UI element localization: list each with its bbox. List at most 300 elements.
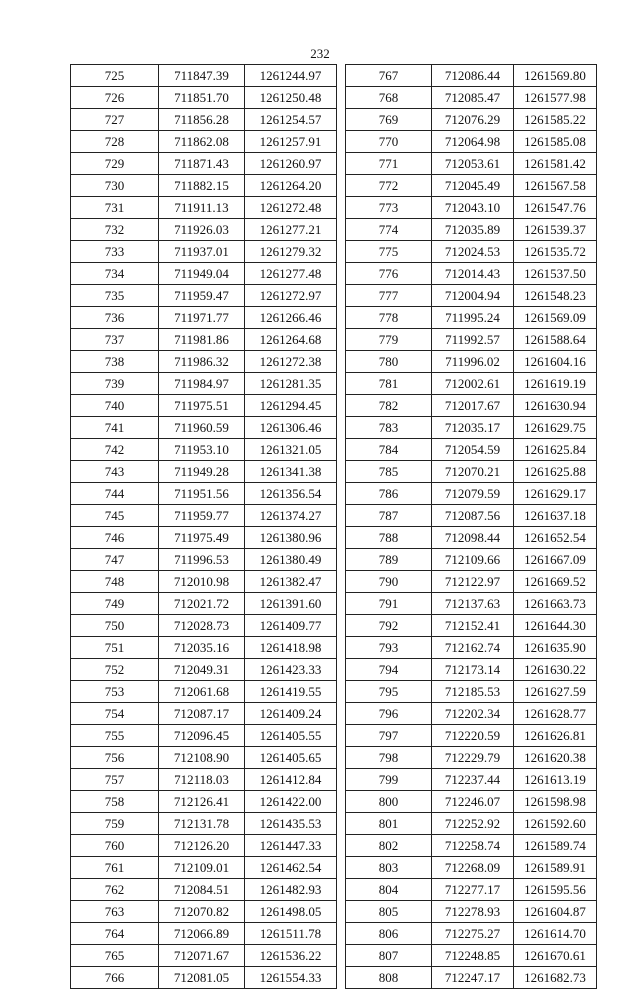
table-row [71,175,337,197]
x-coordinate-cell: 711981.86 [159,329,245,351]
table-row [71,219,337,241]
point-number-cell: 740 [71,395,159,417]
point-number-cell: 763 [71,901,159,923]
table-row [346,131,597,153]
table-row [71,813,337,835]
y-coordinate-cell: 1261244.97 [245,65,337,87]
point-number-cell: 741 [71,417,159,439]
y-coordinate-cell: 1261585.22 [514,109,597,131]
point-number-cell: 796 [346,703,432,725]
x-coordinate-cell: 712053.61 [432,153,514,175]
point-number-cell: 774 [346,219,432,241]
point-number-cell: 793 [346,637,432,659]
table-row [71,637,337,659]
point-number-cell: 760 [71,835,159,857]
y-coordinate-cell: 1261405.65 [245,747,337,769]
point-number-cell: 781 [346,373,432,395]
table-row [71,373,337,395]
table-row [346,417,597,439]
point-number-cell: 769 [346,109,432,131]
y-coordinate-cell: 1261536.22 [245,945,337,967]
x-coordinate-cell: 712070.21 [432,461,514,483]
point-number-cell: 771 [346,153,432,175]
y-coordinate-cell: 1261613.19 [514,769,597,791]
y-coordinate-cell: 1261272.97 [245,285,337,307]
x-coordinate-cell: 712131.78 [159,813,245,835]
y-coordinate-cell: 1261569.09 [514,307,597,329]
y-coordinate-cell: 1261341.38 [245,461,337,483]
y-coordinate-cell: 1261604.87 [514,901,597,923]
x-coordinate-cell: 712017.67 [432,395,514,417]
point-number-cell: 756 [71,747,159,769]
page-number: 232 [310,46,330,61]
x-coordinate-cell: 712268.09 [432,857,514,879]
x-coordinate-cell: 711847.39 [159,65,245,87]
point-number-cell: 767 [346,65,432,87]
point-number-cell: 772 [346,175,432,197]
point-number-cell: 794 [346,659,432,681]
y-coordinate-cell: 1261380.49 [245,549,337,571]
table-row [346,879,597,901]
table-row [71,527,337,549]
x-coordinate-cell: 712118.03 [159,769,245,791]
y-coordinate-cell: 1261405.55 [245,725,337,747]
point-number-cell: 782 [346,395,432,417]
table-row [346,175,597,197]
x-coordinate-cell: 712054.59 [432,439,514,461]
x-coordinate-cell: 712070.82 [159,901,245,923]
point-number-cell: 789 [346,549,432,571]
x-coordinate-cell: 712126.20 [159,835,245,857]
x-coordinate-cell: 712004.94 [432,285,514,307]
point-number-cell: 753 [71,681,159,703]
table-row [346,373,597,395]
table-row [346,659,597,681]
y-coordinate-cell: 1261380.96 [245,527,337,549]
table-row [71,87,337,109]
table-row [346,945,597,967]
x-coordinate-cell: 712079.59 [432,483,514,505]
y-coordinate-cell: 1261272.48 [245,197,337,219]
table-row [71,857,337,879]
table-row [71,967,337,989]
table-row [346,351,597,373]
point-number-cell: 725 [71,65,159,87]
table-row [346,219,597,241]
x-coordinate-cell: 712173.14 [432,659,514,681]
point-number-cell: 797 [346,725,432,747]
point-number-cell: 807 [346,945,432,967]
point-number-cell: 745 [71,505,159,527]
point-number-cell: 727 [71,109,159,131]
point-number-cell: 738 [71,351,159,373]
point-number-cell: 757 [71,769,159,791]
y-coordinate-cell: 1261382.47 [245,571,337,593]
table-row [71,769,337,791]
table-row [346,527,597,549]
table-row [346,703,597,725]
x-coordinate-cell: 712086.44 [432,65,514,87]
y-coordinate-cell: 1261581.42 [514,153,597,175]
point-number-cell: 737 [71,329,159,351]
point-number-cell: 806 [346,923,432,945]
x-coordinate-cell: 712035.16 [159,637,245,659]
coordinates-table-left [70,64,337,989]
x-coordinate-cell: 711949.28 [159,461,245,483]
table-row [71,505,337,527]
table-row [71,439,337,461]
y-coordinate-cell: 1261589.91 [514,857,597,879]
point-number-cell: 746 [71,527,159,549]
point-number-cell: 795 [346,681,432,703]
y-coordinate-cell: 1261592.60 [514,813,597,835]
point-number-cell: 764 [71,923,159,945]
x-coordinate-cell: 712237.44 [432,769,514,791]
x-coordinate-cell: 712246.07 [432,791,514,813]
x-coordinate-cell: 712247.17 [432,967,514,989]
point-number-cell: 732 [71,219,159,241]
table-row [346,505,597,527]
x-coordinate-cell: 712064.98 [432,131,514,153]
x-coordinate-cell: 711996.53 [159,549,245,571]
y-coordinate-cell: 1261409.77 [245,615,337,637]
point-number-cell: 777 [346,285,432,307]
y-coordinate-cell: 1261628.77 [514,703,597,725]
x-coordinate-cell: 712028.73 [159,615,245,637]
y-coordinate-cell: 1261588.64 [514,329,597,351]
y-coordinate-cell: 1261391.60 [245,593,337,615]
y-coordinate-cell: 1261595.56 [514,879,597,901]
y-coordinate-cell: 1261537.50 [514,263,597,285]
point-number-cell: 759 [71,813,159,835]
point-number-cell: 785 [346,461,432,483]
table-row [346,549,597,571]
table-row [71,791,337,813]
x-coordinate-cell: 711996.02 [432,351,514,373]
x-coordinate-cell: 711960.59 [159,417,245,439]
point-number-cell: 735 [71,285,159,307]
table-row [346,835,597,857]
x-coordinate-cell: 712035.17 [432,417,514,439]
x-coordinate-cell: 712081.05 [159,967,245,989]
table-row [346,241,597,263]
x-coordinate-cell: 712152.41 [432,615,514,637]
table-row [71,307,337,329]
y-coordinate-cell: 1261589.74 [514,835,597,857]
point-number-cell: 766 [71,967,159,989]
y-coordinate-cell: 1261418.98 [245,637,337,659]
point-number-cell: 775 [346,241,432,263]
table-row [346,681,597,703]
x-coordinate-cell: 711949.04 [159,263,245,285]
table-row [71,835,337,857]
point-number-cell: 736 [71,307,159,329]
x-coordinate-cell: 712010.98 [159,571,245,593]
point-number-cell: 747 [71,549,159,571]
y-coordinate-cell: 1261670.61 [514,945,597,967]
table-row [71,329,337,351]
x-coordinate-cell: 712035.89 [432,219,514,241]
x-coordinate-cell: 711951.56 [159,483,245,505]
point-number-cell: 780 [346,351,432,373]
y-coordinate-cell: 1261637.18 [514,505,597,527]
table-row [346,923,597,945]
table-row [71,923,337,945]
x-coordinate-cell: 711862.08 [159,131,245,153]
point-number-cell: 739 [71,373,159,395]
y-coordinate-cell: 1261627.59 [514,681,597,703]
point-number-cell: 751 [71,637,159,659]
y-coordinate-cell: 1261604.16 [514,351,597,373]
table-row [71,241,337,263]
table-row [346,285,597,307]
table-row [346,857,597,879]
y-coordinate-cell: 1261585.08 [514,131,597,153]
point-number-cell: 802 [346,835,432,857]
x-coordinate-cell: 712229.79 [432,747,514,769]
y-coordinate-cell: 1261257.91 [245,131,337,153]
point-number-cell: 773 [346,197,432,219]
x-coordinate-cell: 711995.24 [432,307,514,329]
point-number-cell: 788 [346,527,432,549]
point-number-cell: 798 [346,747,432,769]
point-number-cell: 792 [346,615,432,637]
point-number-cell: 730 [71,175,159,197]
x-coordinate-cell: 712076.29 [432,109,514,131]
point-number-cell: 749 [71,593,159,615]
x-coordinate-cell: 712126.41 [159,791,245,813]
point-number-cell: 776 [346,263,432,285]
table-row [346,967,597,989]
x-coordinate-cell: 712252.92 [432,813,514,835]
table-row [346,791,597,813]
point-number-cell: 734 [71,263,159,285]
x-coordinate-cell: 712275.27 [432,923,514,945]
y-coordinate-cell: 1261272.38 [245,351,337,373]
y-coordinate-cell: 1261629.75 [514,417,597,439]
y-coordinate-cell: 1261356.54 [245,483,337,505]
point-number-cell: 778 [346,307,432,329]
point-number-cell: 805 [346,901,432,923]
table-row [71,747,337,769]
x-coordinate-cell: 711975.49 [159,527,245,549]
point-number-cell: 726 [71,87,159,109]
table-row [71,263,337,285]
x-coordinate-cell: 711984.97 [159,373,245,395]
x-coordinate-cell: 711959.77 [159,505,245,527]
x-coordinate-cell: 712248.85 [432,945,514,967]
table-row [71,945,337,967]
point-number-cell: 787 [346,505,432,527]
point-number-cell: 731 [71,197,159,219]
x-coordinate-cell: 712109.01 [159,857,245,879]
x-coordinate-cell: 712024.53 [432,241,514,263]
table-row [346,65,597,87]
table-row [346,109,597,131]
y-coordinate-cell: 1261567.58 [514,175,597,197]
y-coordinate-cell: 1261535.72 [514,241,597,263]
x-coordinate-cell: 711882.15 [159,175,245,197]
point-number-cell: 784 [346,439,432,461]
y-coordinate-cell: 1261462.54 [245,857,337,879]
point-number-cell: 762 [71,879,159,901]
table-row [71,681,337,703]
y-coordinate-cell: 1261422.00 [245,791,337,813]
y-coordinate-cell: 1261277.21 [245,219,337,241]
point-number-cell: 728 [71,131,159,153]
table-row [71,725,337,747]
table-row [346,439,597,461]
point-number-cell: 761 [71,857,159,879]
x-coordinate-cell: 712137.63 [432,593,514,615]
table-row [346,593,597,615]
table-row [71,351,337,373]
x-coordinate-cell: 712066.89 [159,923,245,945]
table-row [71,879,337,901]
table-row [346,153,597,175]
table-row [71,109,337,131]
point-number-cell: 786 [346,483,432,505]
y-coordinate-cell: 1261625.88 [514,461,597,483]
table-row [346,461,597,483]
x-coordinate-cell: 712014.43 [432,263,514,285]
x-coordinate-cell: 711986.32 [159,351,245,373]
table-row [346,769,597,791]
point-number-cell: 752 [71,659,159,681]
table-row [346,747,597,769]
table-row [346,307,597,329]
point-number-cell: 804 [346,879,432,901]
x-coordinate-cell: 711911.13 [159,197,245,219]
x-coordinate-cell: 712045.49 [432,175,514,197]
x-coordinate-cell: 712278.93 [432,901,514,923]
y-coordinate-cell: 1261482.93 [245,879,337,901]
y-coordinate-cell: 1261548.23 [514,285,597,307]
table-row [346,725,597,747]
x-coordinate-cell: 712122.97 [432,571,514,593]
table-row [71,615,337,637]
y-coordinate-cell: 1261264.68 [245,329,337,351]
table-row [346,813,597,835]
y-coordinate-cell: 1261625.84 [514,439,597,461]
point-number-cell: 733 [71,241,159,263]
point-number-cell: 755 [71,725,159,747]
point-number-cell: 765 [71,945,159,967]
y-coordinate-cell: 1261498.05 [245,901,337,923]
table-row [346,571,597,593]
point-number-cell: 801 [346,813,432,835]
y-coordinate-cell: 1261321.05 [245,439,337,461]
x-coordinate-cell: 712185.53 [432,681,514,703]
y-coordinate-cell: 1261644.30 [514,615,597,637]
x-coordinate-cell: 712258.74 [432,835,514,857]
y-coordinate-cell: 1261630.94 [514,395,597,417]
x-coordinate-cell: 712162.74 [432,637,514,659]
y-coordinate-cell: 1261635.90 [514,637,597,659]
x-coordinate-cell: 712071.67 [159,945,245,967]
y-coordinate-cell: 1261264.20 [245,175,337,197]
y-coordinate-cell: 1261423.33 [245,659,337,681]
y-coordinate-cell: 1261539.37 [514,219,597,241]
y-coordinate-cell: 1261409.24 [245,703,337,725]
y-coordinate-cell: 1261279.32 [245,241,337,263]
table-row [346,263,597,285]
y-coordinate-cell: 1261281.35 [245,373,337,395]
table-row [346,197,597,219]
x-coordinate-cell: 712096.45 [159,725,245,747]
y-coordinate-cell: 1261626.81 [514,725,597,747]
y-coordinate-cell: 1261547.76 [514,197,597,219]
table-row [71,659,337,681]
table-row [346,901,597,923]
table-row [346,483,597,505]
y-coordinate-cell: 1261260.97 [245,153,337,175]
table-row [346,87,597,109]
table-row [71,571,337,593]
point-number-cell: 800 [346,791,432,813]
point-number-cell: 748 [71,571,159,593]
point-number-cell: 758 [71,791,159,813]
y-coordinate-cell: 1261266.46 [245,307,337,329]
x-coordinate-cell: 712108.90 [159,747,245,769]
y-coordinate-cell: 1261629.17 [514,483,597,505]
coordinates-table-left-body [71,65,337,989]
point-number-cell: 729 [71,153,159,175]
table-row [71,153,337,175]
y-coordinate-cell: 1261419.55 [245,681,337,703]
table-row [71,65,337,87]
y-coordinate-cell: 1261663.73 [514,593,597,615]
x-coordinate-cell: 712087.17 [159,703,245,725]
table-row [71,703,337,725]
y-coordinate-cell: 1261435.53 [245,813,337,835]
x-coordinate-cell: 711871.43 [159,153,245,175]
x-coordinate-cell: 712049.31 [159,659,245,681]
point-number-cell: 743 [71,461,159,483]
table-row [71,549,337,571]
point-number-cell: 742 [71,439,159,461]
table-row [71,901,337,923]
x-coordinate-cell: 711992.57 [432,329,514,351]
table-row [71,285,337,307]
table-row [346,637,597,659]
y-coordinate-cell: 1261277.48 [245,263,337,285]
x-coordinate-cell: 711926.03 [159,219,245,241]
y-coordinate-cell: 1261412.84 [245,769,337,791]
table-row [71,131,337,153]
coordinates-table-right-body [346,65,597,989]
table-row [346,329,597,351]
point-number-cell: 790 [346,571,432,593]
point-number-cell: 754 [71,703,159,725]
x-coordinate-cell: 711856.28 [159,109,245,131]
y-coordinate-cell: 1261620.38 [514,747,597,769]
point-number-cell: 803 [346,857,432,879]
x-coordinate-cell: 711959.47 [159,285,245,307]
coordinates-table-right [345,64,597,989]
table-row [71,417,337,439]
y-coordinate-cell: 1261447.33 [245,835,337,857]
x-coordinate-cell: 712085.47 [432,87,514,109]
x-coordinate-cell: 711851.70 [159,87,245,109]
x-coordinate-cell: 712043.10 [432,197,514,219]
point-number-cell: 750 [71,615,159,637]
x-coordinate-cell: 711937.01 [159,241,245,263]
x-coordinate-cell: 711953.10 [159,439,245,461]
y-coordinate-cell: 1261306.46 [245,417,337,439]
x-coordinate-cell: 712109.66 [432,549,514,571]
y-coordinate-cell: 1261569.80 [514,65,597,87]
